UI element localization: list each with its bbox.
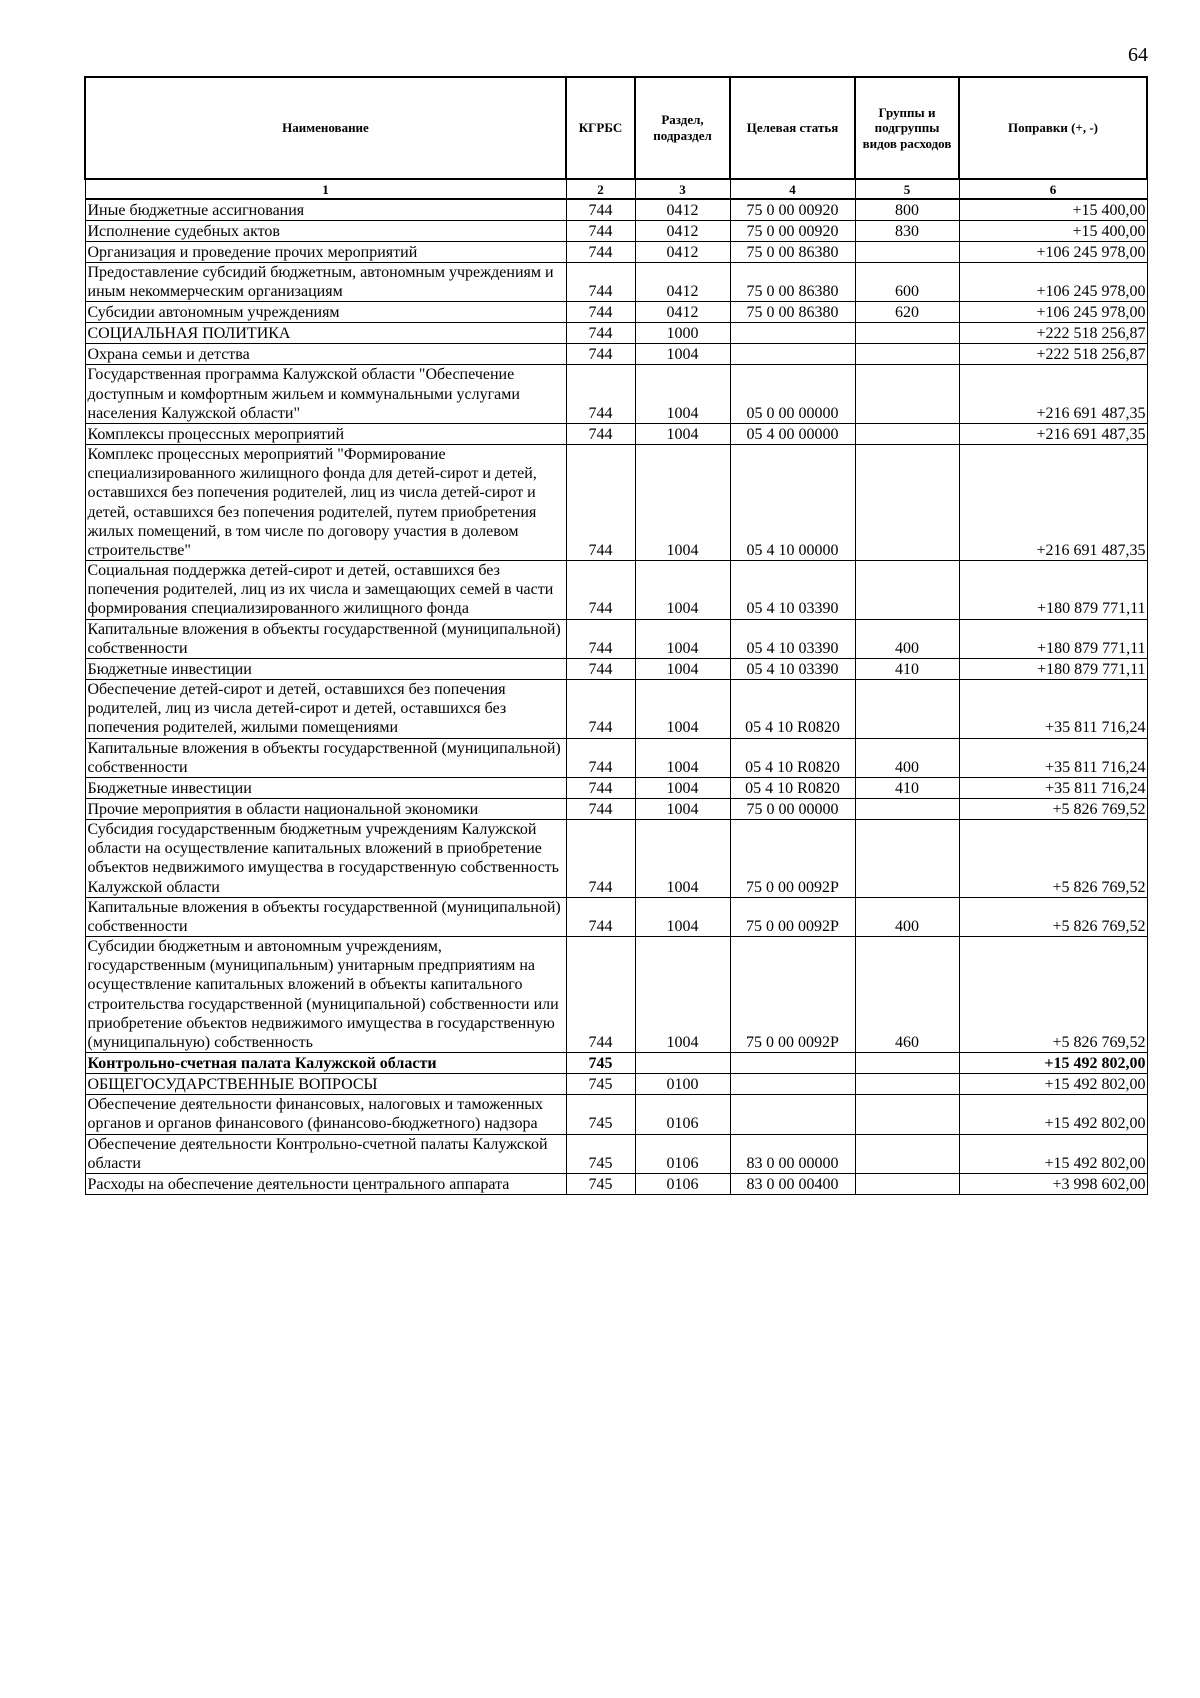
table-row — [85, 221, 1147, 242]
row-name-cell: Капитальные вложения в объекты государственной (муниципальной) собственности — [85, 619, 566, 658]
row-group-cell — [855, 323, 959, 344]
row-kgrbs-cell: 744 — [566, 937, 635, 1053]
row-kgrbs-cell: 744 — [566, 680, 635, 739]
row-target-cell — [730, 1053, 855, 1074]
row-amount-cell: +106 245 978,00 — [959, 242, 1147, 263]
row-target-cell: 75 0 00 00920 — [730, 199, 855, 221]
row-amount-cell: +180 879 771,11 — [959, 561, 1147, 620]
row-name-cell: Комплекс процессных мероприятий "Формирование специализированного жилищного фонда для детей-сирот и детей, оставшихся без попечения родителей, лиц из числа детей-сирот и детей, оставшихся без попечения родителей, путем приобретения жилых помещений, в том числе по договору участия в долевом строительстве" — [85, 444, 566, 560]
row-amount-cell: +180 879 771,11 — [959, 659, 1147, 680]
table-row — [85, 561, 1147, 620]
table-row — [85, 819, 1147, 897]
row-section-cell: 1004 — [635, 897, 730, 936]
row-section-cell: 1004 — [635, 738, 730, 777]
table-row — [85, 323, 1147, 344]
row-name-cell: Субсидии бюджетным и автономным учреждениям, государственным (муниципальным) унитарным предприятиям на осуществление капитальных вложений в объекты капитального строительства государственной (муниципальной) собственности или приобретение объектов недвижимого имущества в государственную (муниципальную) собственность — [85, 937, 566, 1053]
row-target-cell: 75 0 00 0092Р — [730, 897, 855, 936]
row-amount-cell: +15 492 802,00 — [959, 1095, 1147, 1134]
row-target-cell: 75 0 00 86380 — [730, 302, 855, 323]
table-row — [85, 423, 1147, 444]
table-row — [85, 199, 1147, 221]
row-kgrbs-cell: 744 — [566, 423, 635, 444]
row-target-cell: 05 4 10 R0820 — [730, 680, 855, 739]
table-row — [85, 777, 1147, 798]
row-name-cell: Исполнение судебных актов — [85, 221, 566, 242]
row-section-cell: 0412 — [635, 221, 730, 242]
row-kgrbs-cell: 744 — [566, 199, 635, 221]
row-group-cell — [855, 798, 959, 819]
row-section-cell: 0412 — [635, 302, 730, 323]
row-kgrbs-cell: 744 — [566, 561, 635, 620]
column-number-row — [85, 179, 1147, 199]
row-section-cell: 0106 — [635, 1134, 730, 1173]
row-kgrbs-cell: 744 — [566, 777, 635, 798]
table-row — [85, 444, 1147, 560]
row-target-cell — [730, 344, 855, 365]
row-target-cell: 83 0 00 00000 — [730, 1134, 855, 1173]
column-number: 2 — [566, 179, 635, 199]
table-row — [85, 937, 1147, 1053]
row-section-cell: 1004 — [635, 423, 730, 444]
row-amount-cell: +3 998 602,00 — [959, 1173, 1147, 1194]
row-group-cell — [855, 344, 959, 365]
row-amount-cell: +106 245 978,00 — [959, 263, 1147, 302]
row-target-cell: 05 0 00 00000 — [730, 365, 855, 424]
row-section-cell: 1004 — [635, 659, 730, 680]
row-section-cell: 1004 — [635, 619, 730, 658]
row-name-cell: Предоставление субсидий бюджетным, автономным учреждениям и иным некоммерческим организациям — [85, 263, 566, 302]
header-expense-group: Группы и подгруппы видов расходов — [855, 77, 959, 179]
table-row — [85, 242, 1147, 263]
row-name-cell: Капитальные вложения в объекты государственной (муниципальной) собственности — [85, 897, 566, 936]
row-name-cell: Социальная поддержка детей-сирот и детей, оставшихся без попечения родителей, лиц из их числа и замещающих семей в части формирования специализированного жилищного фонда — [85, 561, 566, 620]
row-kgrbs-cell: 744 — [566, 659, 635, 680]
row-target-cell: 75 0 00 00000 — [730, 798, 855, 819]
header-amendments: Поправки (+, -) — [959, 77, 1147, 179]
row-group-cell — [855, 423, 959, 444]
row-kgrbs-cell: 744 — [566, 263, 635, 302]
table-row — [85, 1074, 1147, 1095]
row-amount-cell: +15 492 802,00 — [959, 1074, 1147, 1095]
row-target-cell: 05 4 10 00000 — [730, 444, 855, 560]
row-group-cell: 410 — [855, 777, 959, 798]
row-target-cell: 05 4 10 03390 — [730, 619, 855, 658]
row-name-cell: Комплексы процессных мероприятий — [85, 423, 566, 444]
row-amount-cell: +216 691 487,35 — [959, 444, 1147, 560]
row-target-cell — [730, 1095, 855, 1134]
table-row — [85, 344, 1147, 365]
row-group-cell — [855, 680, 959, 739]
row-group-cell: 800 — [855, 199, 959, 221]
table-row — [85, 263, 1147, 302]
row-section-cell: 0412 — [635, 263, 730, 302]
table-row — [85, 1134, 1147, 1173]
budget-amendments-table — [84, 76, 1148, 1195]
row-target-cell: 75 0 00 00920 — [730, 221, 855, 242]
row-amount-cell: +5 826 769,52 — [959, 819, 1147, 897]
row-group-cell: 830 — [855, 221, 959, 242]
table-row — [85, 619, 1147, 658]
row-amount-cell: +5 826 769,52 — [959, 798, 1147, 819]
row-kgrbs-cell: 744 — [566, 619, 635, 658]
row-amount-cell: +15 400,00 — [959, 221, 1147, 242]
row-amount-cell: +35 811 716,24 — [959, 777, 1147, 798]
column-number: 4 — [730, 179, 855, 199]
row-group-cell: 400 — [855, 738, 959, 777]
row-section-cell: 0106 — [635, 1173, 730, 1194]
row-name-cell: Бюджетные инвестиции — [85, 777, 566, 798]
table-row — [85, 365, 1147, 424]
row-kgrbs-cell: 745 — [566, 1173, 635, 1194]
row-target-cell: 05 4 10 03390 — [730, 659, 855, 680]
row-kgrbs-cell: 744 — [566, 897, 635, 936]
row-amount-cell: +222 518 256,87 — [959, 323, 1147, 344]
row-group-cell: 400 — [855, 897, 959, 936]
row-kgrbs-cell: 745 — [566, 1074, 635, 1095]
row-kgrbs-cell: 744 — [566, 738, 635, 777]
row-section-cell: 1004 — [635, 777, 730, 798]
table-row — [85, 1053, 1147, 1074]
row-target-cell: 05 4 10 R0820 — [730, 777, 855, 798]
row-group-cell: 600 — [855, 263, 959, 302]
row-section-cell: 0412 — [635, 199, 730, 221]
column-number: 3 — [635, 179, 730, 199]
row-group-cell: 410 — [855, 659, 959, 680]
row-kgrbs-cell: 744 — [566, 444, 635, 560]
page-number: 64 — [1128, 44, 1148, 66]
row-target-cell: 75 0 00 86380 — [730, 263, 855, 302]
row-name-cell: Государственная программа Калужской области "Обеспечение доступным и комфортным жильем и коммунальными услугами населения Калужской области" — [85, 365, 566, 424]
row-group-cell — [855, 1053, 959, 1074]
row-amount-cell: +15 492 802,00 — [959, 1134, 1147, 1173]
row-kgrbs-cell: 745 — [566, 1095, 635, 1134]
row-section-cell: 1004 — [635, 819, 730, 897]
row-group-cell — [855, 365, 959, 424]
row-section-cell: 0106 — [635, 1095, 730, 1134]
column-number: 6 — [959, 179, 1147, 199]
row-target-cell: 05 4 10 R0820 — [730, 738, 855, 777]
header-row — [85, 77, 1147, 179]
row-name-cell: Контрольно-счетная палата Калужской области — [85, 1053, 566, 1074]
row-name-cell: Обеспечение деятельности Контрольно-счетной палаты Калужской области — [85, 1134, 566, 1173]
row-section-cell: 1004 — [635, 561, 730, 620]
row-kgrbs-cell: 744 — [566, 344, 635, 365]
row-group-cell — [855, 444, 959, 560]
row-name-cell: Субсидии автономным учреждениям — [85, 302, 566, 323]
row-amount-cell: +222 518 256,87 — [959, 344, 1147, 365]
row-kgrbs-cell: 744 — [566, 323, 635, 344]
table-row — [85, 302, 1147, 323]
row-group-cell: 400 — [855, 619, 959, 658]
row-group-cell: 620 — [855, 302, 959, 323]
row-name-cell: Охрана семьи и детства — [85, 344, 566, 365]
row-target-cell: 05 4 10 03390 — [730, 561, 855, 620]
table-row — [85, 798, 1147, 819]
row-name-cell: СОЦИАЛЬНАЯ ПОЛИТИКА — [85, 323, 566, 344]
row-amount-cell: +5 826 769,52 — [959, 897, 1147, 936]
row-name-cell: Прочие мероприятия в области национальной экономики — [85, 798, 566, 819]
row-target-cell — [730, 1074, 855, 1095]
row-amount-cell: +5 826 769,52 — [959, 937, 1147, 1053]
row-name-cell: Бюджетные инвестиции — [85, 659, 566, 680]
row-name-cell: Обеспечение детей-сирот и детей, оставшихся без попечения родителей, лиц из числа детей-сирот и детей, оставшихся без попечения родителей, жилыми помещениями — [85, 680, 566, 739]
row-group-cell — [855, 1095, 959, 1134]
row-name-cell: Обеспечение деятельности финансовых, налоговых и таможенных органов и органов финансового (финансово-бюджетного) надзора — [85, 1095, 566, 1134]
row-section-cell: 1004 — [635, 365, 730, 424]
row-name-cell: Расходы на обеспечение деятельности центрального аппарата — [85, 1173, 566, 1194]
row-group-cell: 460 — [855, 937, 959, 1053]
row-target-cell: 83 0 00 00400 — [730, 1173, 855, 1194]
row-group-cell — [855, 1074, 959, 1095]
row-section-cell: 0100 — [635, 1074, 730, 1095]
table-row — [85, 1095, 1147, 1134]
row-section-cell: 0412 — [635, 242, 730, 263]
row-name-cell: Капитальные вложения в объекты государственной (муниципальной) собственности — [85, 738, 566, 777]
row-section-cell — [635, 1053, 730, 1074]
table-row — [85, 680, 1147, 739]
row-kgrbs-cell: 744 — [566, 302, 635, 323]
row-section-cell: 1000 — [635, 323, 730, 344]
row-section-cell: 1004 — [635, 798, 730, 819]
row-name-cell: Иные бюджетные ассигнования — [85, 199, 566, 221]
row-kgrbs-cell: 744 — [566, 798, 635, 819]
row-group-cell — [855, 819, 959, 897]
row-target-cell: 05 4 00 00000 — [730, 423, 855, 444]
row-amount-cell: +180 879 771,11 — [959, 619, 1147, 658]
header-name: Наименование — [85, 77, 566, 179]
row-section-cell: 1004 — [635, 680, 730, 739]
row-kgrbs-cell: 745 — [566, 1053, 635, 1074]
row-amount-cell: +15 492 802,00 — [959, 1053, 1147, 1074]
row-kgrbs-cell: 745 — [566, 1134, 635, 1173]
table-row — [85, 897, 1147, 936]
table-row — [85, 659, 1147, 680]
row-target-cell: 75 0 00 0092Р — [730, 937, 855, 1053]
table-row — [85, 738, 1147, 777]
row-kgrbs-cell: 744 — [566, 242, 635, 263]
header-kgrbs: КГРБС — [566, 77, 635, 179]
column-number: 5 — [855, 179, 959, 199]
row-amount-cell: +216 691 487,35 — [959, 365, 1147, 424]
row-amount-cell: +15 400,00 — [959, 199, 1147, 221]
row-section-cell: 1004 — [635, 937, 730, 1053]
row-name-cell: ОБЩЕГОСУДАРСТВЕННЫЕ ВОПРОСЫ — [85, 1074, 566, 1095]
row-amount-cell: +35 811 716,24 — [959, 680, 1147, 739]
row-group-cell — [855, 242, 959, 263]
row-kgrbs-cell: 744 — [566, 221, 635, 242]
row-amount-cell: +216 691 487,35 — [959, 423, 1147, 444]
row-amount-cell: +106 245 978,00 — [959, 302, 1147, 323]
row-group-cell — [855, 1173, 959, 1194]
row-name-cell: Субсидия государственным бюджетным учреждениям Калужской области на осуществление капитальных вложений в приобретение объектов недвижимого имущества в государственную собственность Калужской области — [85, 819, 566, 897]
column-number: 1 — [85, 179, 566, 199]
row-target-cell: 75 0 00 86380 — [730, 242, 855, 263]
row-group-cell — [855, 1134, 959, 1173]
header-section: Раздел, подраздел — [635, 77, 730, 179]
row-section-cell: 1004 — [635, 444, 730, 560]
row-target-cell — [730, 323, 855, 344]
row-group-cell — [855, 561, 959, 620]
header-target-article: Целевая статья — [730, 77, 855, 179]
row-kgrbs-cell: 744 — [566, 365, 635, 424]
row-target-cell: 75 0 00 0092Р — [730, 819, 855, 897]
row-name-cell: Организация и проведение прочих мероприятий — [85, 242, 566, 263]
table-row — [85, 1173, 1147, 1194]
row-section-cell: 1004 — [635, 344, 730, 365]
row-amount-cell: +35 811 716,24 — [959, 738, 1147, 777]
row-kgrbs-cell: 744 — [566, 819, 635, 897]
